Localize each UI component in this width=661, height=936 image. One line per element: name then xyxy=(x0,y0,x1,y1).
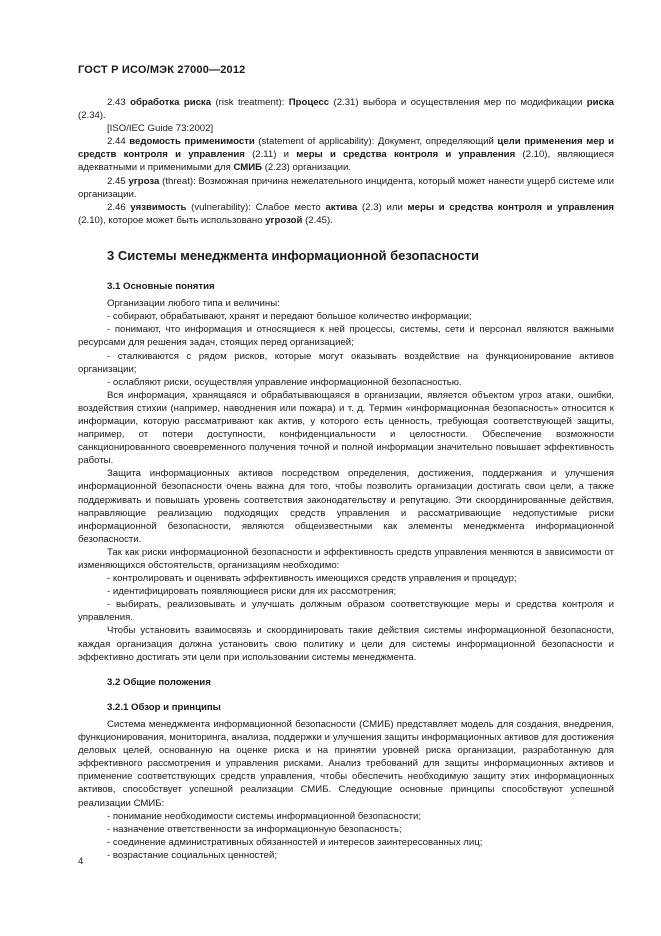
list-item: - понимают, что информация и относящиеся к ней процессы, системы, сети и персонал являются важными ресурсами для решения задач, стоящих перед организацией; xyxy=(78,324,614,349)
definition-english: (statement of applicability): xyxy=(258,136,375,148)
paragraph: Вся информация, хранящаяся и обрабатывающаяся в организации, является объектом угроз атаки, ошибки, воздействия стихии (например, наводнения или пожара) и т. д. Термин «информационная безопасность» относится к информации, которую рассматривают как актив, у которого есть ценность, требующая соответствующей защиты, например, от потери доступности, конфиденциальности и целостности. Обеспечение возможности санкционированного своевременного получения точной и полной информации значительно повышает эффективность работы. xyxy=(78,389,614,467)
definition-number: 2.43 xyxy=(107,97,126,108)
list-item: - собирают, обрабатывают, хранят и передают большое количество информации; xyxy=(107,311,472,323)
text-run: (2.11) и xyxy=(244,149,297,161)
bold-term: меры и средства контроля и управления xyxy=(296,149,516,161)
definition-2.44 xyxy=(78,135,614,174)
definition-2.46 xyxy=(78,201,614,227)
paragraph: Чтобы установить взаимосвязь и скоординировать такие действия системы информационной безопасности, каждая организация должна установить свою политику и цели для системы информационной безопасности и эффективно достигать эти цели при использовании системы менеджмента. xyxy=(78,625,614,663)
definition-english: (threat): xyxy=(162,175,196,187)
list-item: - контролировать и оценивать эффективность имеющихся средств управления и процедур; xyxy=(107,573,517,585)
text-run: Слабое место xyxy=(250,201,326,213)
text-run: (2.23) организации. xyxy=(262,162,352,174)
bold-term: риска xyxy=(586,97,614,108)
definitions-block xyxy=(78,96,614,227)
bold-term: цели применения мер и средств контроля и управления xyxy=(78,136,614,161)
list-item: - назначение ответственности за информационную безопасность; xyxy=(107,823,402,835)
definition-term: обработка риска xyxy=(130,97,212,108)
definition-number: 2.44 xyxy=(107,136,126,148)
list-item: - возрастание социальных ценностей; xyxy=(107,849,278,861)
list-item: - выбирать, реализовывать и улучшать должным образом соответствующие меры и средства контроля и управления. xyxy=(78,599,614,624)
list-item: - соединение административных обязанностей и интересов заинтересованных лиц; xyxy=(107,836,483,848)
definition-term: угроза xyxy=(128,175,160,187)
paragraph: Организации любого типа и величины: xyxy=(107,298,280,310)
list-item: - идентифицировать появляющиеся риски для их рассмотрения; xyxy=(107,586,397,598)
bold-term: меры и средства контроля и управления xyxy=(407,201,615,213)
list-item: - понимание необходимости системы информационной безопасности; xyxy=(107,810,422,822)
section-3-title: 3 Системы менеджмента информационной безопасности xyxy=(107,247,479,263)
paragraph: Защита информационных активов посредством определения, достижения, поддержания и улучшения информационной безопасности очень важна для того, чтобы позволить организации достигать свои цели, а также поддерживать и повышать уровень соответствия законодательству и репутацию. Эти скоординированные действия, направляющие реализацию подходящих средств управления и рассматривающие недопустимые риски информационной безопасности, являются общеизвестными как элементы менеджмента информационной безопасности. xyxy=(78,468,614,545)
bold-term: актива xyxy=(325,201,358,213)
subsection-3-1-title: 3.1 Основные понятия xyxy=(107,281,215,293)
subsection-3-2-1-title: 3.2.1 Обзор и принципы xyxy=(107,701,221,713)
list-item: - сталкиваются с рядом рисков, которые могут оказывать воздействие на функционирование активов организации; xyxy=(78,350,614,375)
definition-number: 2.45 xyxy=(107,175,126,187)
definition-2.45 xyxy=(78,175,614,201)
bold-term: СМИБ xyxy=(233,162,263,174)
document-header: ГОСТ Р ИСО/МЭК 27000—2012 xyxy=(78,64,246,76)
definition-english: [ISO/IEC Guide 73:2002] xyxy=(107,123,214,135)
definition-english: (vulnerability): xyxy=(191,201,251,213)
definition-english: (risk treatment): xyxy=(215,97,285,108)
definition-term: ведомость применимости xyxy=(129,136,255,148)
definition-source xyxy=(78,122,614,135)
page-number: 4 xyxy=(78,856,84,867)
bold-term: Процесс xyxy=(288,97,330,108)
bold-term: угрозой xyxy=(265,214,303,226)
text-run: (2.3) или xyxy=(357,201,408,213)
text-run: (2.10), являющиеся адекватными и применимыми для xyxy=(78,149,614,174)
definition-number: 2.46 xyxy=(107,201,126,213)
text-run: Возможная причина нежелательного инцидента, который может нанести ущерб системе или организации. xyxy=(78,175,614,200)
paragraph: Так как риски информационной безопасности и эффективность средств управления меняются в зависимости от изменяющихся обстоятельств, организациям необходимо: xyxy=(78,546,614,571)
text-run: (2.31) выбора и осуществления мер по модификации xyxy=(329,97,587,108)
definition-term: уязвимость xyxy=(130,201,187,213)
definition-2.43 xyxy=(78,96,614,122)
text-run: (2.45). xyxy=(302,214,333,226)
text-run: Документ, определяющий xyxy=(374,136,498,148)
paragraph: Система менеджмента информационной безопасности (СМИБ) представляет модель для создания, внедрения, функционирования, мониторинга, анализа, поддержки и улучшения защиты информационных активов для достижения деловых целей, основанную на оценке риска и на принятии уровней риска организации, разработанную для эффективного рассмотрения и управления рисками. Анализ требований для защиты информационных активов и применение соответствующих средств управления, чтобы обеспечить необходимую защиту этих информационных активов, способствует успешной реализации СМИБ. Следующие основные принципы способствуют успешной реализации СМИБ: xyxy=(78,718,614,809)
subsection-3-2-title: 3.2 Общие положения xyxy=(107,676,211,688)
text-run: (2.10), которое может быть использовано xyxy=(78,214,266,226)
text-run: (2.34). xyxy=(78,110,106,122)
list-item: - ослабляют риски, осуществляя управление информационной безопасностью. xyxy=(107,376,462,388)
document-body xyxy=(78,96,614,862)
